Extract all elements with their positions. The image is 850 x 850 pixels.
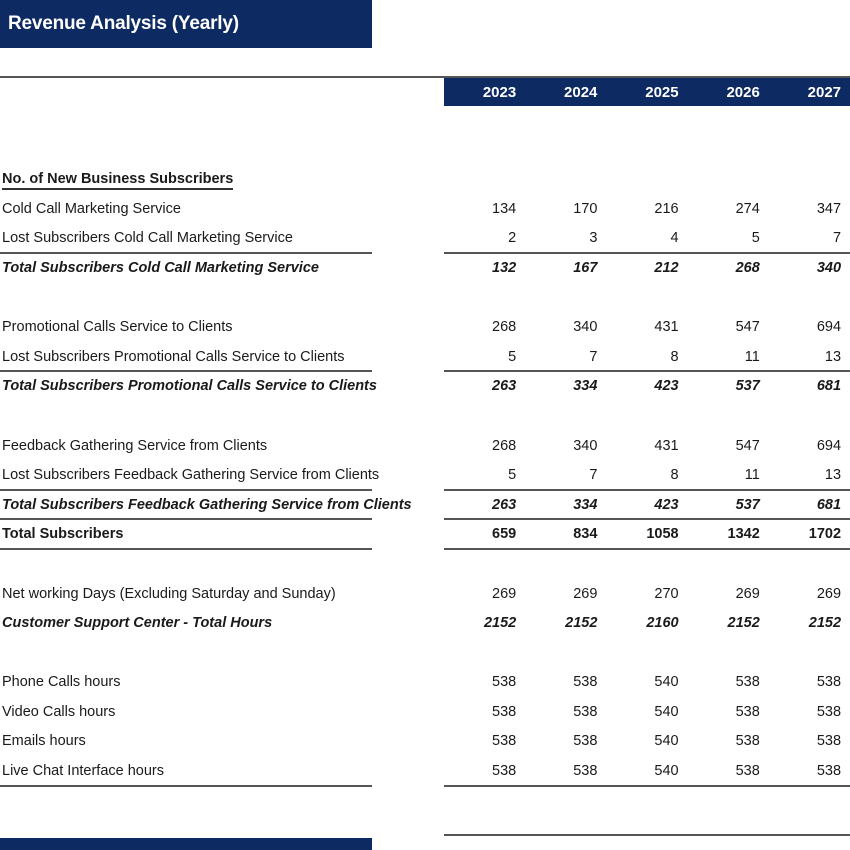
column-header-2024: 2024 [564,83,598,101]
cell-2027: 681 [816,496,842,513]
row-label [2,639,442,669]
cell-2025: 540 [654,763,679,780]
column-header-2025: 2025 [645,83,679,101]
cell-2027: 347 [816,200,842,217]
next-section-banner [0,838,372,850]
cell-2026 [688,550,769,580]
cell-2027: 538 [816,674,842,691]
cell-2023 [444,106,525,136]
cell-2027: 13 [824,348,842,365]
subtotal-row [0,609,850,639]
cell-2025: 1058 [646,526,679,543]
row-label: Cold Call Marketing Service [2,200,181,217]
cell-2027 [769,402,850,432]
cell-2027: 13 [824,467,842,484]
cell-2023: 263 [492,496,517,513]
cell-2025: 431 [654,437,679,454]
cell-2025: 540 [654,674,679,691]
cell-2026: 538 [735,703,760,720]
row-values [444,106,850,136]
cell-2027: 340 [816,259,842,276]
cell-2027: 2152 [808,615,842,632]
row-values [444,668,850,698]
cell-2024: 269 [573,585,598,602]
table-spacer-row [0,639,850,669]
table-row [0,580,850,610]
cell-2026: 1342 [727,526,760,543]
table-row [0,224,850,254]
row-values [444,520,850,550]
cell-2024: 2152 [565,615,598,632]
row-label: Lost Subscribers Promotional Calls Service to Clients [2,348,345,365]
row-label: Customer Support Center - Total Hours [2,615,273,632]
column-header-2023: 2023 [482,83,517,101]
row-values [444,639,850,669]
cell-2023 [444,639,525,669]
cell-2025: 423 [654,496,679,513]
cell-2024: 834 [573,526,598,543]
cell-2026 [688,165,769,195]
page-title: Revenue Analysis (Yearly) [8,13,239,34]
table-row [0,727,850,757]
row-label: Lost Subscribers Feedback Gathering Service from Clients [2,467,380,484]
row-values [444,491,850,521]
row-label [2,106,442,136]
cell-2026: 537 [735,378,760,395]
cell-2024 [525,639,606,669]
cell-2025 [606,639,687,669]
subtotal-row [0,491,850,521]
row-label: Total Subscribers [2,526,124,543]
row-label: Total Subscribers Feedback Gathering Service from Clients [2,496,412,513]
cell-2023 [444,136,525,166]
cell-2025: 216 [654,200,679,217]
section-heading-row [0,165,850,195]
cell-2025: 540 [654,733,679,750]
cell-2027: 694 [816,319,842,336]
subtotal-row [0,254,850,284]
table-spacer-row [0,284,850,314]
cell-2026 [688,106,769,136]
cell-2026: 2152 [727,615,760,632]
row-values [444,580,850,610]
cell-2023: 2 [508,230,517,247]
row-values [444,432,850,462]
cell-2026: 547 [735,437,760,454]
cell-2023: 134 [492,200,517,217]
table-row [0,432,850,462]
row-values [444,254,850,284]
cell-2027 [769,284,850,314]
cell-2027: 538 [816,763,842,780]
cell-2027: 7 [832,230,842,247]
row-label-underlined: No. of New Business Subscribers [2,171,233,190]
cell-2026: 11 [744,467,760,484]
cell-2026: 268 [735,259,760,276]
cell-2023: 269 [492,585,517,602]
row-label [2,550,442,580]
cell-2025: 423 [654,378,679,395]
cell-2024: 7 [589,467,598,484]
row-label: Net working Days (Excluding Saturday and Sunday) [2,585,336,602]
cell-2027 [769,136,850,166]
table-row [0,343,850,373]
row-label [2,136,442,166]
cell-2023: 132 [492,259,517,276]
row-values [444,757,850,787]
cell-2026: 547 [735,319,760,336]
cell-2027 [769,106,850,136]
row-values [444,698,850,728]
cell-2024: 3 [589,230,598,247]
cell-2026 [688,402,769,432]
row-label: Lost Subscribers Cold Call Marketing Service [2,230,293,247]
row-values [444,727,850,757]
table-row [0,698,850,728]
row-rule-left-bottom [0,785,372,787]
cell-2026: 274 [735,200,760,217]
report-title-banner [0,0,372,48]
table-spacer-row [0,136,850,166]
cell-2023: 268 [492,437,517,454]
column-header-2027: 2027 [807,83,842,101]
cell-2026: 269 [735,585,760,602]
row-values [444,136,850,166]
row-values [444,372,850,402]
cell-2023: 538 [492,763,517,780]
cell-2026: 11 [744,348,760,365]
row-label: Video Calls hours [2,703,116,720]
cell-2025 [606,402,687,432]
table-row [0,195,850,225]
cell-2025 [606,106,687,136]
cell-2025: 540 [654,703,679,720]
cell-2027: 269 [816,585,842,602]
cell-2024 [525,284,606,314]
cell-2027: 538 [816,703,842,720]
row-values [444,165,850,195]
next-section-rule [444,834,850,836]
table-row [0,668,850,698]
cell-2027 [769,165,850,195]
cell-2025: 431 [654,319,679,336]
cell-2025 [606,284,687,314]
table-row [0,313,850,343]
cell-2027 [769,639,850,669]
cell-2027 [769,550,850,580]
cell-2024: 167 [573,259,598,276]
table-spacer-row [0,402,850,432]
cell-2024: 538 [573,703,598,720]
row-rule-right-bottom [444,785,850,787]
cell-2026: 537 [735,496,760,513]
row-values [444,550,850,580]
cell-2025: 8 [670,467,679,484]
cell-2025: 212 [654,259,679,276]
cell-2024 [525,550,606,580]
cell-2024: 340 [573,437,598,454]
row-label [2,284,442,314]
cell-2024 [525,136,606,166]
cell-2023: 268 [492,319,517,336]
row-values [444,313,850,343]
cell-2023 [444,550,525,580]
row-label: Emails hours [2,733,86,750]
cell-2023: 538 [492,733,517,750]
cell-2026: 538 [735,733,760,750]
cell-2023: 659 [492,526,517,543]
row-label: Phone Calls hours [2,674,121,691]
cell-2024: 538 [573,674,598,691]
cell-2025: 4 [670,230,679,247]
cell-2026: 538 [735,763,760,780]
cell-2025: 8 [670,348,679,365]
cell-2024: 538 [573,763,598,780]
cell-2023: 263 [492,378,517,395]
cell-2023: 538 [492,674,517,691]
table-header-row [444,78,850,106]
cell-2024: 340 [573,319,598,336]
cell-2023: 5 [508,348,517,365]
cell-2023: 2152 [483,615,517,632]
grand-total-row [0,520,850,550]
row-label: Total Subscribers Cold Call Marketing Service [2,259,319,276]
cell-2023 [444,165,525,195]
cell-2023: 5 [508,467,517,484]
row-label: Live Chat Interface hours [2,763,165,780]
cell-2027: 538 [816,733,842,750]
cell-2025 [606,136,687,166]
row-label [2,402,442,432]
row-values [444,195,850,225]
table-body [0,106,850,787]
table-spacer-row [0,106,850,136]
table-row [0,757,850,787]
subtotal-row [0,372,850,402]
cell-2027: 1702 [808,526,842,543]
cell-2025: 2160 [646,615,679,632]
cell-2023 [444,284,525,314]
row-label [2,165,442,195]
cell-2024: 538 [573,733,598,750]
cell-2027: 694 [816,437,842,454]
cell-2025 [606,165,687,195]
cell-2026 [688,136,769,166]
row-label: Promotional Calls Service to Clients [2,319,233,336]
row-values [444,343,850,373]
cell-2024 [525,402,606,432]
row-label: Feedback Gathering Service from Clients [2,437,268,454]
row-values [444,609,850,639]
cell-2027: 681 [816,378,842,395]
row-values [444,402,850,432]
table-row [0,461,850,491]
cell-2023: 538 [492,703,517,720]
cell-2024: 170 [573,200,598,217]
cell-2024: 334 [573,378,598,395]
cell-2026: 5 [751,230,760,247]
row-values [444,284,850,314]
row-label: Total Subscribers Promotional Calls Service to Clients [2,378,377,395]
cell-2023 [444,402,525,432]
cell-2026 [688,284,769,314]
cell-2024: 7 [589,348,598,365]
cell-2025 [606,550,687,580]
cell-2026: 538 [735,674,760,691]
row-values [444,224,850,254]
cell-2024: 334 [573,496,598,513]
column-header-2026: 2026 [726,83,760,101]
cell-2024 [525,106,606,136]
cell-2025: 270 [654,585,679,602]
row-values [444,461,850,491]
cell-2026 [688,639,769,669]
table-spacer-row [0,550,850,580]
cell-2024 [525,165,606,195]
